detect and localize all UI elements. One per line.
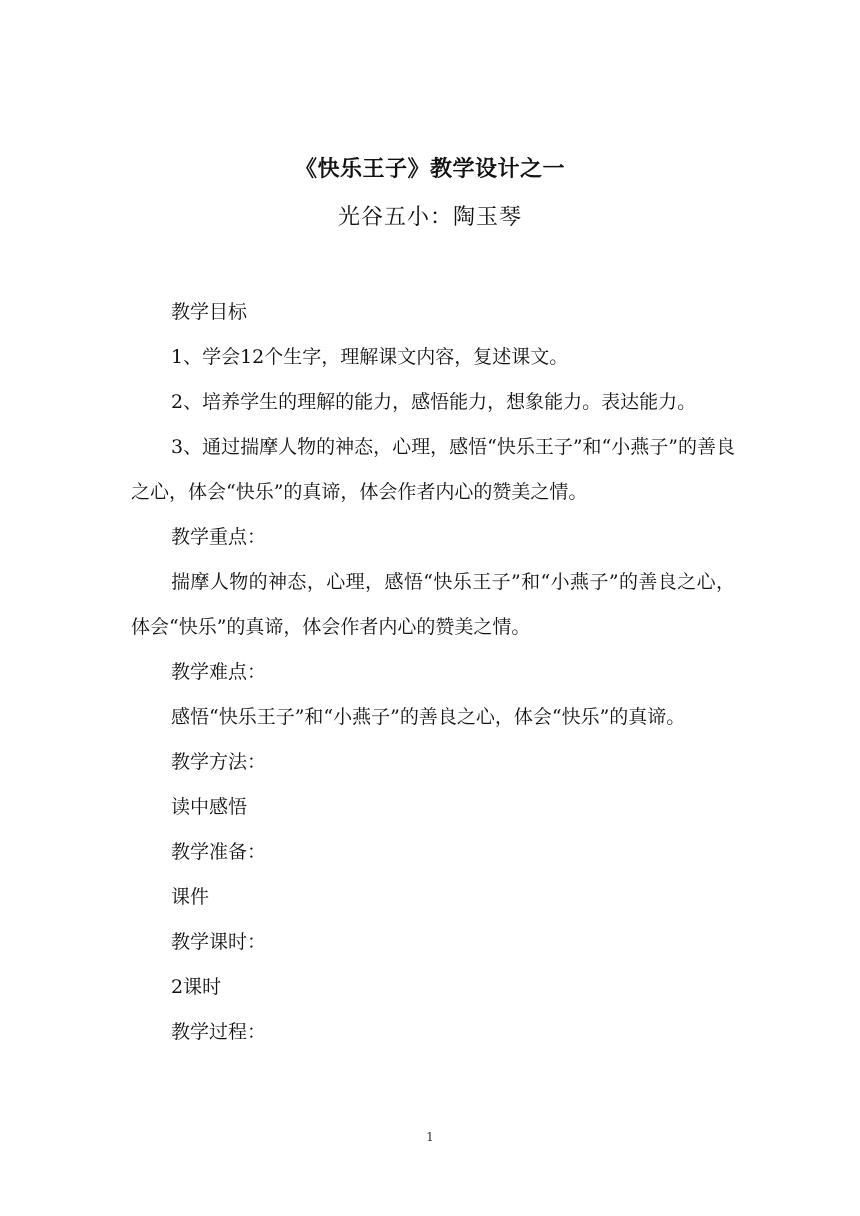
heading-preparation: 教学准备： xyxy=(171,841,267,863)
document-author: 光谷五小：陶玉琴 xyxy=(337,205,522,230)
heading-teaching-goals: 教学目标 xyxy=(171,301,248,323)
class-hours-text: 2课时 xyxy=(171,976,222,998)
goal-item-2: 2、培养学生的理解的能力，感悟能力，想象能力。表达能力。 xyxy=(171,391,697,413)
heading-class-hours: 教学课时： xyxy=(171,931,267,953)
goal-item-1: 1、学会12个生字，理解课文内容，复述课文。 xyxy=(171,346,569,368)
goal-item-3: 3、通过揣摩人物的神态，心理，感悟“快乐王子”和“小燕子”的善良之心，体会“快乐”的真谛，体会作者内心的赞美之情。 xyxy=(131,436,735,503)
page-number: 1 xyxy=(426,1130,434,1144)
heading-difficulties: 教学难点： xyxy=(171,661,267,683)
preparation-text: 课件 xyxy=(171,886,210,908)
document-body xyxy=(131,290,735,1055)
heading-teaching-process: 教学过程： xyxy=(171,1021,267,1043)
difficulties-text: 感悟“快乐王子”和“小燕子”的善良之心，体会“快乐”的真谛。 xyxy=(171,706,686,728)
heading-key-points: 教学重点： xyxy=(171,526,267,548)
teaching-method-text: 读中感悟 xyxy=(171,796,248,818)
document-title: 《快乐王子》教学设计之一 xyxy=(294,157,565,182)
key-points-text: 揣摩人物的神态，心理，感悟“快乐王子”和“小燕子”的善良之心，体会“快乐”的真谛，体会作者内心的赞美之情。 xyxy=(131,571,735,638)
heading-teaching-method: 教学方法： xyxy=(171,751,267,773)
